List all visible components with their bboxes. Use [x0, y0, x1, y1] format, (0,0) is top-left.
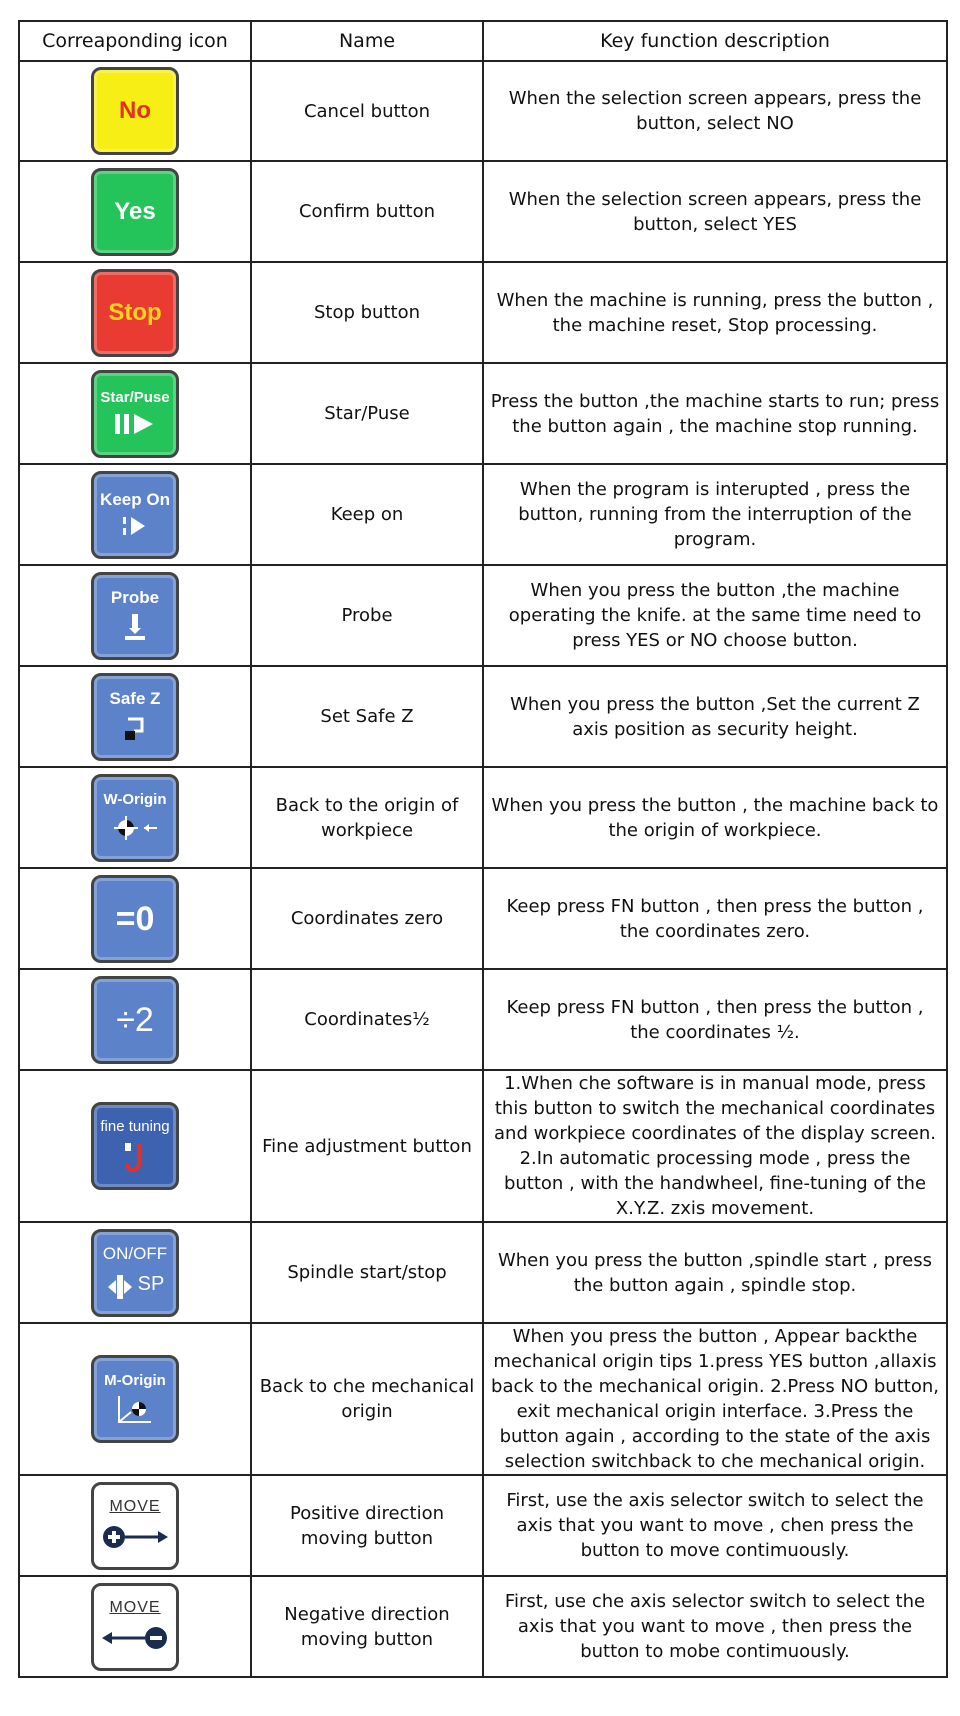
probe-key-icon — [91, 572, 179, 660]
key-label: Stop — [108, 298, 162, 326]
icon-cell — [19, 1222, 251, 1323]
key-label: M-Origin — [104, 1371, 166, 1389]
table-row — [19, 1576, 947, 1677]
name-cell: Coordinates½ — [251, 969, 483, 1070]
crosshair-arrow-icon — [110, 813, 160, 843]
key-label: fine tuning — [100, 1117, 170, 1135]
workpiece-origin-key-icon — [91, 774, 179, 862]
yes-key-icon — [91, 168, 179, 256]
description-cell: When you press the button , the machine back to the origin of workpiece. — [483, 767, 947, 868]
icon-cell — [19, 262, 251, 363]
table-row — [19, 565, 947, 666]
name-cell: Probe — [251, 565, 483, 666]
description-cell: When you press the button ,Set the current Z axis position as security height. — [483, 666, 947, 767]
key-function-table — [18, 20, 948, 1678]
description-cell: When you press the button ,the machine operating the knife. at the same time need to press YES or NO choose button. — [483, 565, 947, 666]
move-negative-key-icon — [91, 1583, 179, 1671]
description-cell: When the machine is running, press the button , the machine reset, Stop processing. — [483, 262, 947, 363]
name-cell: Set Safe Z — [251, 666, 483, 767]
description-cell: Keep press FN button , then press the button , the coordinates ½. — [483, 969, 947, 1070]
icon-cell — [19, 61, 251, 161]
icon-cell — [19, 1323, 251, 1475]
header-icon: Correaponding icon — [19, 21, 251, 61]
stop-key-icon — [91, 269, 179, 357]
name-cell: Stop button — [251, 262, 483, 363]
key-label: MOVE — [109, 1497, 161, 1515]
handwheel-hook-icon — [117, 1140, 153, 1174]
key-label: Keep On — [100, 490, 170, 509]
move-positive-key-icon — [91, 1482, 179, 1570]
no-key-icon — [91, 67, 179, 155]
description-cell: First, use che axis selector switch to select the axis that you want to move , then press the button to mobe contimuously. — [483, 1576, 947, 1677]
table-row — [19, 868, 947, 969]
name-cell: Positive direction moving button — [251, 1475, 483, 1576]
name-cell: Coordinates zero — [251, 868, 483, 969]
safe-height-icon — [120, 713, 150, 743]
icon-cell — [19, 1576, 251, 1677]
table-row — [19, 1475, 947, 1576]
fine-tuning-key-icon — [91, 1102, 179, 1190]
header-description: Key function description — [483, 21, 947, 61]
description-cell: When the program is interupted , press the button, running from the interruption of the program. — [483, 464, 947, 565]
name-cell: Fine adjustment button — [251, 1070, 483, 1222]
axis-origin-icon — [115, 1394, 155, 1426]
description-cell: When you press the button ,spindle start , press the button again , spindle stop. — [483, 1222, 947, 1323]
table-row — [19, 767, 947, 868]
name-cell: Back to che mechanical origin — [251, 1323, 483, 1475]
table-row — [19, 363, 947, 464]
key-label: MOVE — [109, 1598, 161, 1616]
table-row — [19, 464, 947, 565]
icon-cell — [19, 1475, 251, 1576]
key-label: Safe Z — [109, 689, 161, 708]
icon-cell — [19, 565, 251, 666]
description-cell: When you press the button , Appear backthe mechanical origin tips 1.press YES button ,allaxis back to the mechanical origin. 2.Press NO button, exit mechanical origin interface. 3.Press the button again , according to the state of the axis selection switchback to che mechanical origin. — [483, 1323, 947, 1475]
key-label: ON/OFF — [102, 1244, 168, 1263]
resume-icon — [119, 514, 151, 538]
start-pause-key-icon — [91, 370, 179, 458]
key-label: Yes — [114, 197, 156, 225]
icon-cell — [19, 666, 251, 767]
icon-cell — [19, 1070, 251, 1222]
key-label: ÷2 — [116, 1000, 154, 1039]
zero-key-icon — [91, 875, 179, 963]
description-cell: First, use the axis selector switch to select the axis that you want to move , chen press the button to move contimuously. — [483, 1475, 947, 1576]
spindle-icon — [106, 1274, 134, 1300]
key-label-sp: SP — [137, 1273, 165, 1295]
name-cell: Keep on — [251, 464, 483, 565]
play-pause-icon — [113, 411, 157, 437]
plus-arrow-right-icon — [100, 1521, 170, 1553]
table-row — [19, 1323, 947, 1475]
table-row — [19, 1222, 947, 1323]
header-name: Name — [251, 21, 483, 61]
arrow-left-minus-icon — [100, 1622, 170, 1654]
table-header-row — [19, 21, 947, 61]
table-row — [19, 969, 947, 1070]
name-cell: Back to the origin of workpiece — [251, 767, 483, 868]
name-cell: Spindle start/stop — [251, 1222, 483, 1323]
spindle-key-icon — [91, 1229, 179, 1317]
icon-cell — [19, 464, 251, 565]
icon-cell — [19, 767, 251, 868]
key-label: Star/Puse — [100, 389, 170, 406]
safe-z-key-icon — [91, 673, 179, 761]
description-cell: 1.When che software is in manual mode, press this button to switch the mechanical coordinates and workpiece coordinates of the display screen. 2.In automatic processing mode , press the button , with the handwheel, fine-tuning of the X.Y.Z. zxis movement. — [483, 1070, 947, 1222]
table-row — [19, 666, 947, 767]
icon-cell — [19, 161, 251, 262]
half-key-icon — [91, 976, 179, 1064]
name-cell: Cancel button — [251, 61, 483, 161]
icon-cell — [19, 868, 251, 969]
keep-on-key-icon — [91, 471, 179, 559]
tool-probe-icon — [120, 612, 150, 642]
description-cell: Press the button ,the machine starts to run; press the button again , the machine stop running. — [483, 363, 947, 464]
table-row — [19, 161, 947, 262]
icon-cell — [19, 363, 251, 464]
name-cell: Negative direction moving button — [251, 1576, 483, 1677]
machine-origin-key-icon — [91, 1355, 179, 1443]
spindle-glyph-group — [106, 1268, 165, 1300]
table-row — [19, 262, 947, 363]
description-cell: When the selection screen appears, press the button, select NO — [483, 61, 947, 161]
description-cell: When the selection screen appears, press the button, select YES — [483, 161, 947, 262]
key-label: No — [119, 97, 151, 124]
icon-cell — [19, 969, 251, 1070]
table-row — [19, 61, 947, 161]
description-cell: Keep press FN button , then press the button , the coordinates zero. — [483, 868, 947, 969]
name-cell: Confirm button — [251, 161, 483, 262]
key-label: =0 — [115, 899, 155, 938]
table-row — [19, 1070, 947, 1222]
key-label: W-Origin — [103, 791, 167, 808]
key-label: Probe — [110, 588, 160, 607]
name-cell: Star/Puse — [251, 363, 483, 464]
